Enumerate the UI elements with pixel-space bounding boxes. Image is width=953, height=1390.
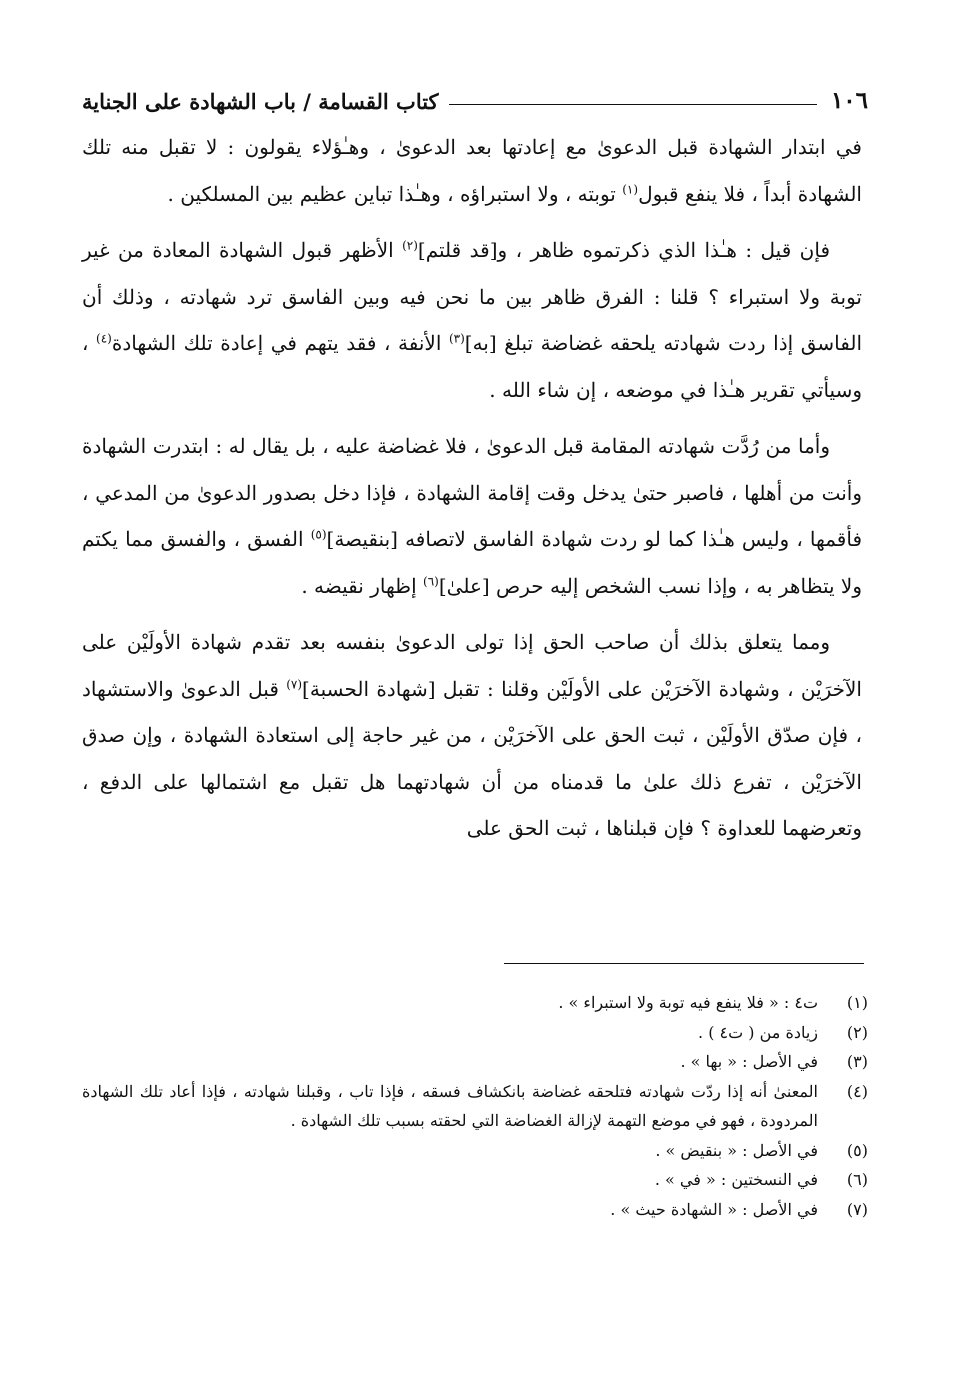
footnote-ref: (٢) (402, 238, 418, 253)
header-rule (449, 104, 817, 105)
paragraph: وأما من رُدَّت شهادته المقامة قبل الدعوىٰ ، فلا غضاضة عليه ، بل يقال له : ابتدرت الشهادة وأنت من أهلها ، فاصبر حتىٰ يدخل وقت إقامة الشهادة ، فإذا دخل بصدور الدعوىٰ من المدعي ، فأقمها ، وليس هـٰذا كما لو ردت شهادة الفاسق لاتصافه [بنقيصة]$^{(٥)}$ الفسق ، والفسق مما يكتم ولا يتظاهر به ، وإذا نسب الشخص إليه حرص [علىٰ]$^{(٦)}$ إظهار نقيضه . (82, 434, 862, 598)
footnote-ref: (٣) (448, 331, 465, 346)
footnote-text: في الأصل : « بنقيض » . (655, 1140, 818, 1160)
footnote-number: (٧) (846, 1199, 868, 1219)
footnote (82, 988, 868, 1018)
body-text (82, 124, 862, 862)
paragraph: في ابتدار الشهادة قبل الدعوىٰ مع إعادتها بعد الدعوىٰ ، وهـٰؤلاء يقولون : لا تقبل منه تلك الشهادة أبداً ، فلا ينفع قبول$^{(١)}$ توبته ، ولا استبراؤه ، وهـٰذا تباين عظيم بين المسلكين . (82, 135, 862, 206)
footnote-number: (١) (846, 993, 868, 1012)
footnote-ref: (٤) (96, 331, 112, 346)
footnote-text: في الأصل : « بها » . (680, 1052, 818, 1071)
footnote-text: المعنىٰ أنه إذا ردّت شهادته فتلحقه غضاضة بانكشاف فسقه ، فإذا تاب ، وقبلنا شهادته ، فإذا أعاد تلك الشهادة المردودة ، فهو في موضع التهمة لإزالة الغضاضة التي لحقته بسبب تلك الشهادة . (82, 1081, 819, 1130)
footnote-text: زيادة من ( ت٤ ) . (698, 1022, 818, 1042)
footnote-ref: (٥) (310, 527, 327, 542)
footnote-ref: (٦) (423, 573, 439, 588)
running-title: كتاب القسامة / باب الشهادة على الجناية (82, 89, 439, 114)
footnote-text: في الأصل : « الشهادة حيث » . (610, 1199, 818, 1219)
footnote (82, 1077, 868, 1136)
footnote (82, 1136, 868, 1166)
footnote-number: (٢) (846, 1022, 868, 1042)
footnote-number: (٦) (846, 1170, 868, 1189)
footnote-ref: (٧) (286, 676, 303, 691)
footnote-number: (٥) (846, 1140, 868, 1160)
footnotes (82, 988, 868, 1224)
page-number: ١٠٦ (830, 87, 868, 114)
paragraph: ومما يتعلق بذلك أن صاحب الحق إذا تولى الدعوىٰ بنفسه بعد تقدم شهادة الأولَيْن على الآخرَيْن ، وشهادة الآخرَيْن على الأولَيْن وقلنا : تقبل [شهادة الحسبة]$^{(٧)}$ قبل الدعوىٰ والاستشهاد ، فإن صدّق الأولَيْن ، ثبت الحق على الآخرَيْن ، من غير حاجة إلى استعادة الشهادة ، وإن صدق الآخرَيْن ، تفرع ذلك علىٰ ما قدمناه من أن شهادتهما هل تقبل مع اشتمالها على الدفع ، وتعرضهما للعداوة ؟ فإن قبلناها ، ثبت الحق على (82, 630, 862, 840)
footnote-number: (٤) (846, 1081, 868, 1101)
paragraph: فإن قيل : هـٰذا الذي ذكرتموه ظاهر ، و[قد قلتم]$^{(٢)}$ الأظهر قبول الشهادة المعادة من غير توبة ولا استبراء ؟ قلنا : الفرق ظاهر بين ما نحن فيه وبين الفاسق ترد شهادته ، وذلك أن الفاسق إذا ردت شهادته يلحقه غضاضة تبلغ [به]$^{(٣)}$ الأنفة ، فقد يتهم في إعادة تلك الشهادة$^{(٤)}$ ، وسيأتي تقرير هـٰذا في موضعه ، إن شاء الله . (82, 238, 863, 402)
footnote (82, 1018, 868, 1048)
footnote-text: ت٤ : « فلا ينفع فيه توبة ولا استبراء » . (558, 993, 818, 1012)
footnote (82, 1165, 868, 1195)
footnote-ref: (١) (622, 181, 639, 196)
footnote (82, 1047, 868, 1077)
footnote-number: (٣) (846, 1052, 868, 1071)
footnote-text: في النسختين : « في » . (654, 1170, 818, 1189)
footnote (82, 1195, 868, 1225)
page-header (82, 80, 868, 114)
footnote-separator (504, 963, 864, 964)
